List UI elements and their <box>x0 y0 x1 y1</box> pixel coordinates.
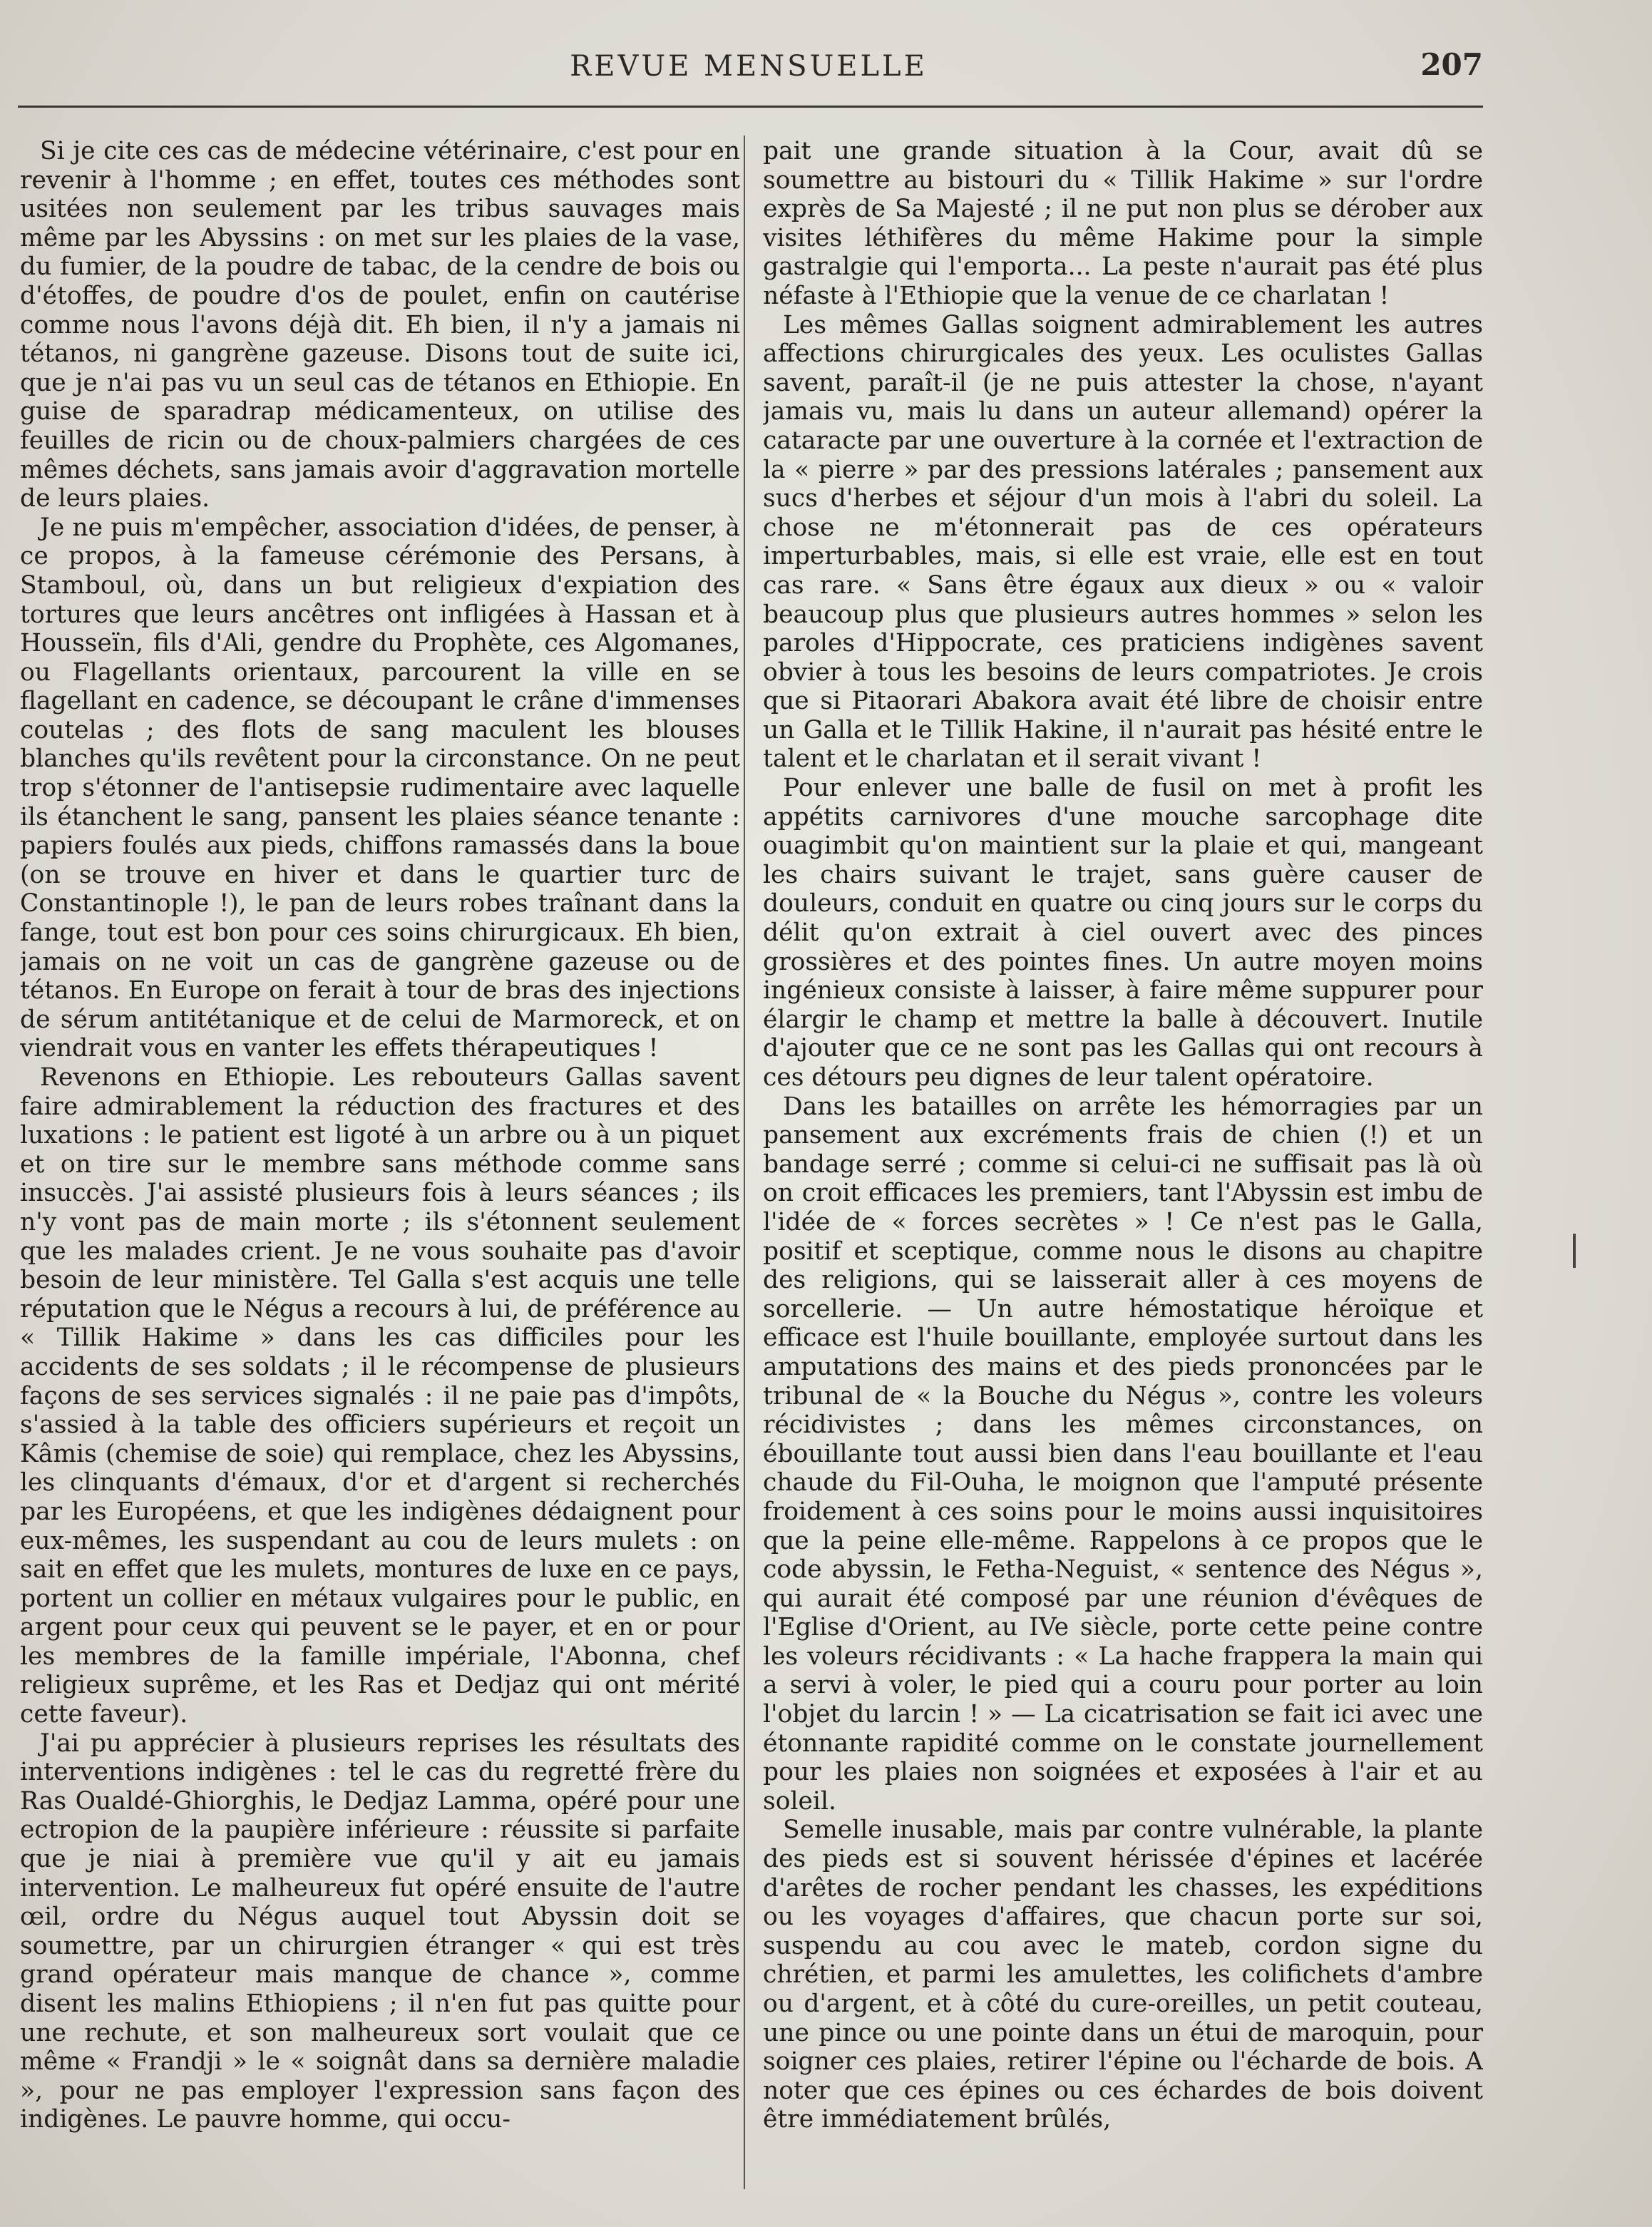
paragraph: Je ne puis m'empêcher, association d'idées, de penser, à ce propos, à la fameuse cérémonie des Persans, à Stamboul, où, dans un but religieux d'expiation des tortures que leurs ancêtres ont infligées à Hassan et à Housseïn, fils d'Ali, gendre du Prophète, ces Algomanes, ou Flagellants orientaux, parcourent la ville en se flagellant en cadence, se découpant le crâne d'immenses coutelas ; des flots de sang maculent les blouses blanches qu'ils revêtent pour la circonstance. On ne peut trop s'étonner de l'antisepsie rudimentaire avec laquelle ils étanchent le sang, pansent les plaies séance tenante : papiers foulés aux pieds, chiffons ramassés dans la boue (on se trouve en hiver et dans le quartier turc de Constantinople !), le pan de leurs robes traînant dans la fange, tout est bon pour ces soins chirurgicaux. Eh bien, jamais on ne voit un cas de gangrène gazeuse ou de tétanos. En Europe on ferait à tour de bras des injections de sérum antitétanique et de celui de Marmoreck, et on viendrait vous en vanter les effets thérapeutiques ! <box>20 513 740 1063</box>
paragraph: Semelle inusable, mais par contre vulnérable, la plante des pieds est si souvent hérissée d'épines et lacérée d'arêtes de rocher pendant les chasses, les expéditions ou les voyages d'affaires, que chacun porte sur soi, suspendu au cou avec le mateb, cordon signe du chrétien, et parmi les amulettes, les colifichets d'ambre ou d'argent, et à côté du cure-oreilles, un petit couteau, une pince ou une pointe dans un étui de maroquin, pour soigner ces plaies, retirer l'épine ou l'écharde de bois. A noter que ces épines ou ces échardes de bois doivent être immédiatement brûlés, <box>763 1816 1483 2134</box>
paragraph-continued: pait une grande situation à la Cour, avait dû se soumettre au bistouri du « Tillik Hakime » sur l'ordre exprès de Sa Majesté ; il ne put non plus se dérober aux visites léthifères du même Hakime pour la simple gastralgie qui l'emporta... La peste n'aurait pas été plus néfaste à l'Ethiopie que la venue de ce charlatan ! <box>763 137 1483 310</box>
journal-title: REVUE MENSUELLE <box>570 50 928 83</box>
column-divider <box>744 135 745 2189</box>
paragraph: J'ai pu apprécier à plusieurs reprises les résultats des interventions indigènes : tel le cas du regretté frère du Ras Oualdé-Ghiorghis, le Dedjaz Lamma, opéré pour une ectropion de la paupière inférieure : réussite si parfaite que je niai à première vue qu'il y ait eu jamais intervention. Le malheureux fut opéré ensuite de l'autre œil, ordre du Négus auquel tout Abyssin doit se soumettre, par un chirurgien étranger « qui est très grand opérateur mais manque de chance », comme disent les malins Ethiopiens ; il n'en fut pas quitte pour une rechute, et son malheureux sort voulait que ce même « Frandji » le « soignât dans sa dernière maladie », pour ne pas employer l'expression sans façon des indigènes. Le pauvre homme, qui occu- <box>20 1729 740 2134</box>
paragraph: Les mêmes Gallas soignent admirablement les autres affections chirurgicales des yeux. Les oculistes Gallas savent, paraît-il (je ne puis attester la chose, n'ayant jamais vu, mais lu dans un auteur allemand) opérer la cataracte par une ouverture à la cornée et l'extraction de la « pierre » par des pressions latérales ; pansement aux sucs d'herbes et séjour d'un mois à l'abri du soleil. La chose ne m'étonnerait pas de ces opérateurs imperturbables, mais, si elle est vraie, elle est en tout cas rare. « Sans être égaux aux dieux » ou « valoir beaucoup plus que plusieurs autres hommes » selon les paroles d'Hippocrate, ces praticiens indigènes savent obvier à tous les besoins de leurs compatriotes. Je crois que si Pitaorari Abakora avait été libre de choisir entre un Galla et le Tillik Hakine, il n'aurait pas hésité entre le talent et le charlatan et il serait vivant ! <box>763 310 1483 774</box>
paragraph: Pour enlever une balle de fusil on met à profit les appétits carnivores d'une mouche sarcophage dite ouagimbit qu'on maintient sur la plaie et qui, mangeant les chairs suivant le trajet, sans guère causer de douleurs, conduit en quatre ou cinq jours sur le corps du délit qu'on extrait à ciel ouvert avec des pinces grossières et des pointes fines. Un autre moyen moins ingénieux consiste à laisser, à faire même suppurer pour élargir le champ et mettre la balle à découvert. Inutile d'ajouter que ce ne sont pas les Gallas qui ont recours à ces détours peu dignes de leur talent opératoire. <box>763 774 1483 1092</box>
paragraph: Revenons en Ethiopie. Les rebouteurs Gallas savent faire admirablement la réduction des fractures et des luxations : le patient est ligoté à un arbre ou à un piquet et on tire sur le membre sans méthode comme sans insuccès. J'ai assisté plusieurs fois à leurs séances ; ils n'y vont pas de main morte ; ils s'étonnent seulement que les malades crient. Je ne vous souhaite pas d'avoir besoin de leur ministère. Tel Galla s'est acquis une telle réputation que le Négus a recours à lui, de préférence au « Tillik Hakime » dans les cas difficiles pour les accidents de ses soldats ; il le récompense de plusieurs façons de ses services signalés : il ne paie pas d'impôts, s'assied à la table des officiers supérieurs et reçoit un Kâmis (chemise de soie) qui remplace, chez les Abyssins, les clinquants d'émaux, d'or et d'argent si recherchés par les Européens, et que les indigènes dédaignent pour eux-mêmes, les suspendant au cou de leurs mulets : on sait en effet que les mulets, montures de luxe en ce pays, portent un collier en métaux vulgaires pour le public, en argent pour ceux qui peuvent se le payer, et en or pour les membres de la famille impériale, l'Abonna, chef religieux suprême, et les Ras et Dedjaz qui ont mérité cette faveur). <box>20 1063 740 1729</box>
right-column <box>763 137 1483 2191</box>
page-number: 207 <box>1420 47 1483 82</box>
margin-mark <box>1573 1234 1576 1268</box>
left-column <box>20 137 740 2191</box>
paragraph: Si je cite ces cas de médecine vétérinaire, c'est pour en revenir à l'homme ; en effet, toutes ces méthodes sont usitées non seulement par les tribus sauvages mais même par les Abyssins : on met sur les plaies de la vase, du fumier, de la poudre de tabac, de la cendre de bois ou d'étoffes, de poudre d'os de poulet, enfin on cautérise comme nous l'avons déjà dit. Eh bien, il n'y a jamais ni tétanos, ni gangrène gazeuse. Disons tout de suite ici, que je n'ai pas vu un seul cas de tétanos en Ethiopie. En guise de sparadrap médicamenteux, on utilise des feuilles de ricin ou de choux-palmiers chargées de ces mêmes déchets, sans jamais avoir d'aggravation mortelle de leurs plaies. <box>20 137 740 513</box>
header-rule <box>18 106 1483 108</box>
paragraph: Dans les batailles on arrête les hémorragies par un pansement aux excréments frais de chien (!) et un bandage serré ; comme si celui-ci ne suffisait pas là où on croit efficaces les premiers, tant l'Abyssin est imbu de l'idée de « forces secrètes » ! Ce n'est pas le Galla, positif et sceptique, comme nous le disons au chapitre des religions, qui se laisserait aller à ces moyens de sorcellerie. — Un autre hémostatique héroïque et efficace est l'huile bouillante, employée surtout dans les amputations des mains et des pieds prononcées par le tribunal de « la Bouche du Négus », contre les voleurs récidivistes ; dans les mêmes circonstances, on ébouillante tout aussi bien dans l'eau bouillante et l'eau chaude du Fil-Ouha, le moignon que l'amputé présente froidement à ces soins pour le moins aussi inquisitoires que la peine elle-même. Rappelons à ce propos que le code abyssin, le Fetha-Neguist, « sentence des Négus », qui aurait été composé par une réunion d'évêques de l'Eglise d'Orient, au IVe siècle, porte cette peine contre les voleurs récidivants : « La hache frappera la main qui a servi à voler, le pied qui a couru pour porter au loin l'objet du larcin ! » — La cicatrisation se fait ici avec une étonnante rapidité comme on le constate journellement pour les plaies non soignées et exposées à l'air et au soleil. <box>763 1092 1483 1816</box>
running-header <box>14 47 1483 93</box>
